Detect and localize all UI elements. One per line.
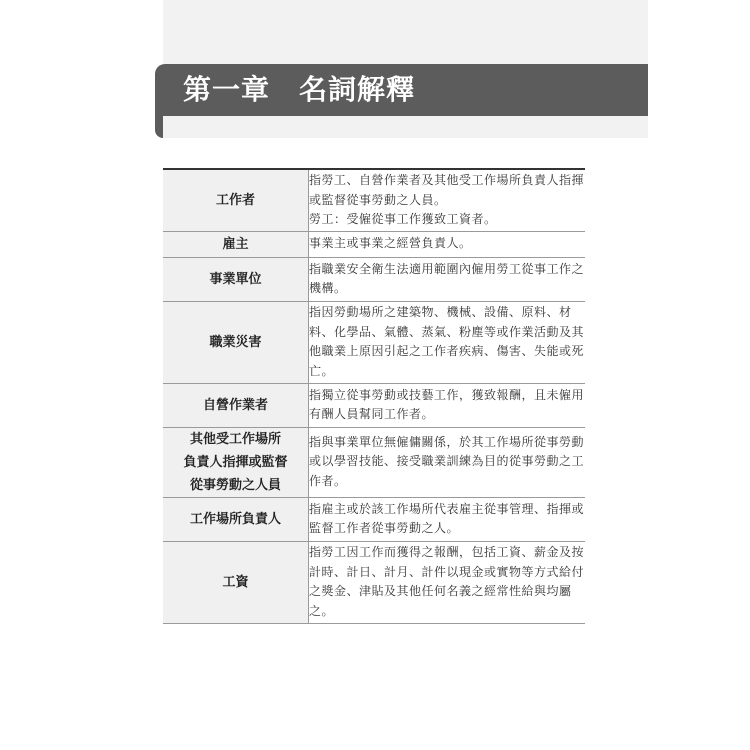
glossary-row-business-unit bbox=[163, 257, 585, 301]
definition-text: 指雇主或於該工作場所代表雇主從事管理、指揮或監督工作者從事勞動之人。 bbox=[309, 501, 585, 535]
glossary-row-other-supervised-workers bbox=[163, 427, 585, 497]
definition-cell bbox=[309, 231, 586, 257]
definition-text: 勞工：受僱從事工作獲致工資者。 bbox=[309, 212, 497, 226]
term-cell bbox=[163, 427, 309, 497]
definition-text: 事業主或事業之經營負責人。 bbox=[309, 236, 472, 251]
term-line: 其他受工作場所 bbox=[189, 431, 281, 447]
glossary-row-employer bbox=[163, 231, 585, 257]
chapter-header-tab bbox=[155, 110, 163, 138]
definition-text: 指職業安全衛生法適用範圍內僱用勞工從事工作之機構。 bbox=[309, 261, 585, 295]
glossary-row-workplace-manager bbox=[163, 497, 585, 541]
glossary-row-occupational-accident bbox=[163, 301, 585, 383]
term-cell: 工作場所負責人 bbox=[163, 497, 309, 541]
term-cell: 雇主 bbox=[163, 231, 309, 257]
term-cell: 自營作業者 bbox=[163, 383, 309, 427]
definition-text: 指獨立從事勞動或技藝工作，獲致報酬，且未僱用有酬人員幫同工作者。 bbox=[309, 387, 585, 421]
glossary-row-self-employed bbox=[163, 383, 585, 427]
glossary-body bbox=[163, 169, 585, 623]
definition-text: 指與事業單位無僱傭關係，於其工作場所從事勞動或以學習技能、接受職業訓練為目的從事勞動之工作者。 bbox=[309, 434, 585, 488]
term-cell: 職業災害 bbox=[163, 301, 309, 383]
definition-cell bbox=[309, 497, 586, 541]
definition-text: 指勞工因工作而獲得之報酬，包括工資、薪金及按計時、計日、計月、計件以現金或實物等方式給付之獎金、津貼及其他任何名義之經常性給與均屬之。 bbox=[309, 545, 585, 618]
definition-cell bbox=[309, 169, 586, 231]
definition-cell bbox=[309, 427, 586, 497]
glossary-table bbox=[163, 168, 585, 624]
term-cell: 工作者 bbox=[163, 169, 309, 231]
glossary-row-wages bbox=[163, 541, 585, 623]
definition-text: 指勞工、自營作業者及其他受工作場所負責人指揮或監督從事勞動之人員。 bbox=[309, 173, 585, 207]
definition-cell bbox=[309, 383, 586, 427]
glossary-row-worker bbox=[163, 169, 585, 231]
term-cell: 事業單位 bbox=[163, 257, 309, 301]
term-line: 從事勞動之人員 bbox=[189, 477, 281, 493]
definition-text: 指因勞動場所之建築物、機械、設備、原料、材料、化學品、氣體、蒸氣、粉塵等或作業活動及其他職業上原因引起之工作者疾病、傷害、失能或死亡。 bbox=[309, 305, 585, 378]
definition-cell bbox=[309, 541, 586, 623]
term-cell: 工資 bbox=[163, 541, 309, 623]
chapter-title: 第一章 名詞解釋 bbox=[183, 73, 416, 106]
definition-cell bbox=[309, 257, 586, 301]
definition-cell bbox=[309, 301, 586, 383]
term-line: 負責人指揮或監督 bbox=[183, 454, 288, 470]
